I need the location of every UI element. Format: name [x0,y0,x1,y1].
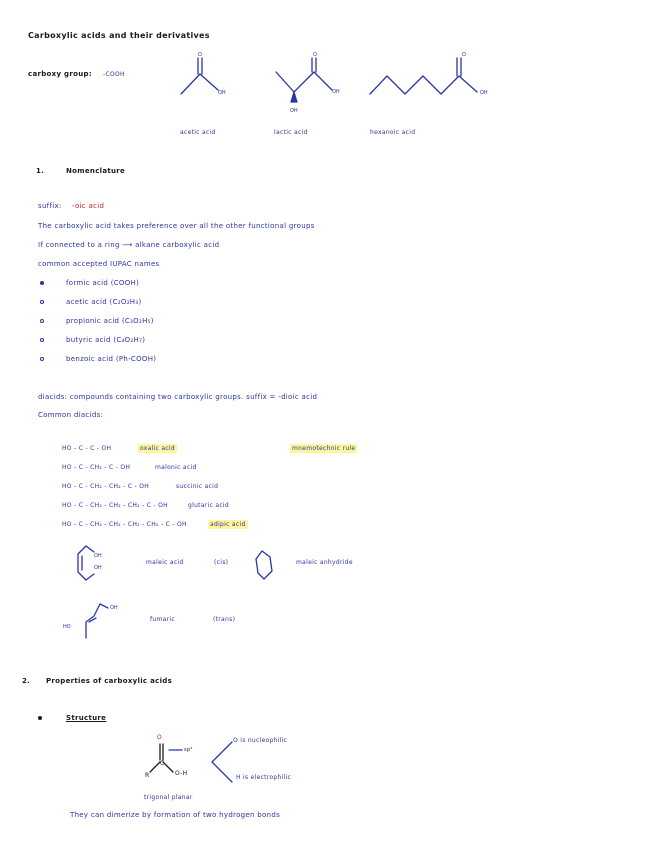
cis-label: (cis) [214,559,229,566]
section-1-heading: Nomenclature [66,167,126,175]
fumaric-oh-label: OH [110,605,118,611]
carbonyl-o-label: O [157,734,163,741]
bullet-icon [40,319,44,323]
lactic-acid-structure [270,50,350,110]
bullet-icon [40,357,44,361]
bullet-icon [40,338,44,342]
lactic-oh-label-1: OH [332,89,340,95]
diacid-name: oxalic acid [140,445,176,452]
o-nucleophilic-label: O is nucleophilic [233,737,288,744]
maleic-anhydride-structure [250,543,280,589]
diacid-formula: HO - C - CH₂ - CH₂ - C - OH [62,483,150,490]
diacid-name: succinic acid [176,483,219,490]
lactic-o-label: O [313,52,317,58]
diacid-formula: HO - C - CH₂ - C - OH [62,464,131,471]
hexanoic-oh-label: OH [480,90,488,96]
acetic-o-label: O [198,52,202,58]
diacid-formula: HO - C - CH₂ - CH₂ - CH₂ - CH₂ - C - OH [62,521,187,528]
nomenclature-line-1: The carboxylic acid takes preference over all the other functional groups [38,222,315,230]
diacid-name: adipic acid [210,521,246,528]
fumaric-acid-structure [72,596,122,646]
bullet-icon [40,281,44,285]
acetic-oh-label: OH [218,90,226,96]
list-item: butyric acid (C₄O₂H₇) [66,336,146,344]
page-title: Carboxylic acids and their derivatives [28,31,210,40]
trigonal-planar-label: trigonal planar [144,794,193,801]
suffix-label: suffix: [38,202,62,210]
h-electrophilic-label: H is electrophilic [236,774,292,781]
structure-heading: Structure [66,714,107,722]
lactic-acid-label: lactic acid [274,129,308,136]
carbon-label: C [160,760,165,767]
trans-label: (trans) [213,616,236,623]
maleic-oh-label-2: OH [94,565,102,571]
section-1-number: 1. [36,167,45,175]
nomenclature-line-2: If connected to a ring ⟶ alkane carboxylic acid [38,241,220,249]
bullet-icon [38,716,42,720]
maleic-anhydride-label: maleic anhydride [296,559,353,566]
carboxyl-structure-diagram [140,732,240,792]
sp2-label: sp² [184,747,193,753]
diacid-name: glutaric acid [188,502,229,509]
dimerize-note: They can dimerize by formation of two hydrogen bonds [70,811,281,819]
carboxy-group-label: carboxy group: [28,70,92,78]
fumaric-ho-label: HO [63,624,71,630]
list-item: benzoic acid (Ph-COOH) [66,355,157,363]
fumaric-label: fumaric [150,616,175,623]
hexanoic-o-label: O [462,52,466,58]
diacid-formula: HO - C - C - OH [62,445,112,452]
section-2-number: 2. [22,677,31,685]
diacids-definition: diacids: compounds containing two carboxylic groups. suffix = -dioic acid [38,393,318,401]
section-2-heading: Properties of carboxylic acids [46,677,173,685]
r-group-label: R [145,772,150,779]
list-item: acetic acid (C₂O₂H₃) [66,298,142,306]
lactic-oh-label-2: OH [290,108,298,114]
diacid-formula: HO - C - CH₂ - CH₂ - CH₂ - C - OH [62,502,168,509]
mnemonic-rule: mnemotechnic rule [292,445,356,452]
maleic-oh-label-1: OH [94,553,102,559]
common-diacids-label: Common diacids: [38,411,104,419]
hexanoic-acid-label: hexanoic acid [370,129,416,136]
suffix-value: -oic acid [72,202,105,210]
acetic-acid-label: acetic acid [180,129,216,136]
hydroxyl-label: O-H [175,770,188,777]
bullet-icon [40,300,44,304]
list-item: propionic acid (C₃O₂H₅) [66,317,154,325]
maleic-acid-label: maleic acid [146,559,184,566]
diacid-name: malonic acid [155,464,197,471]
hexanoic-acid-structure [365,50,495,100]
list-item: formic acid (COOH) [66,279,140,287]
acetic-acid-structure [175,50,235,100]
carboxy-formula: -COOH [103,71,125,78]
maleic-acid-structure [70,540,110,586]
nomenclature-line-3: common accepted IUPAC names [38,260,160,268]
